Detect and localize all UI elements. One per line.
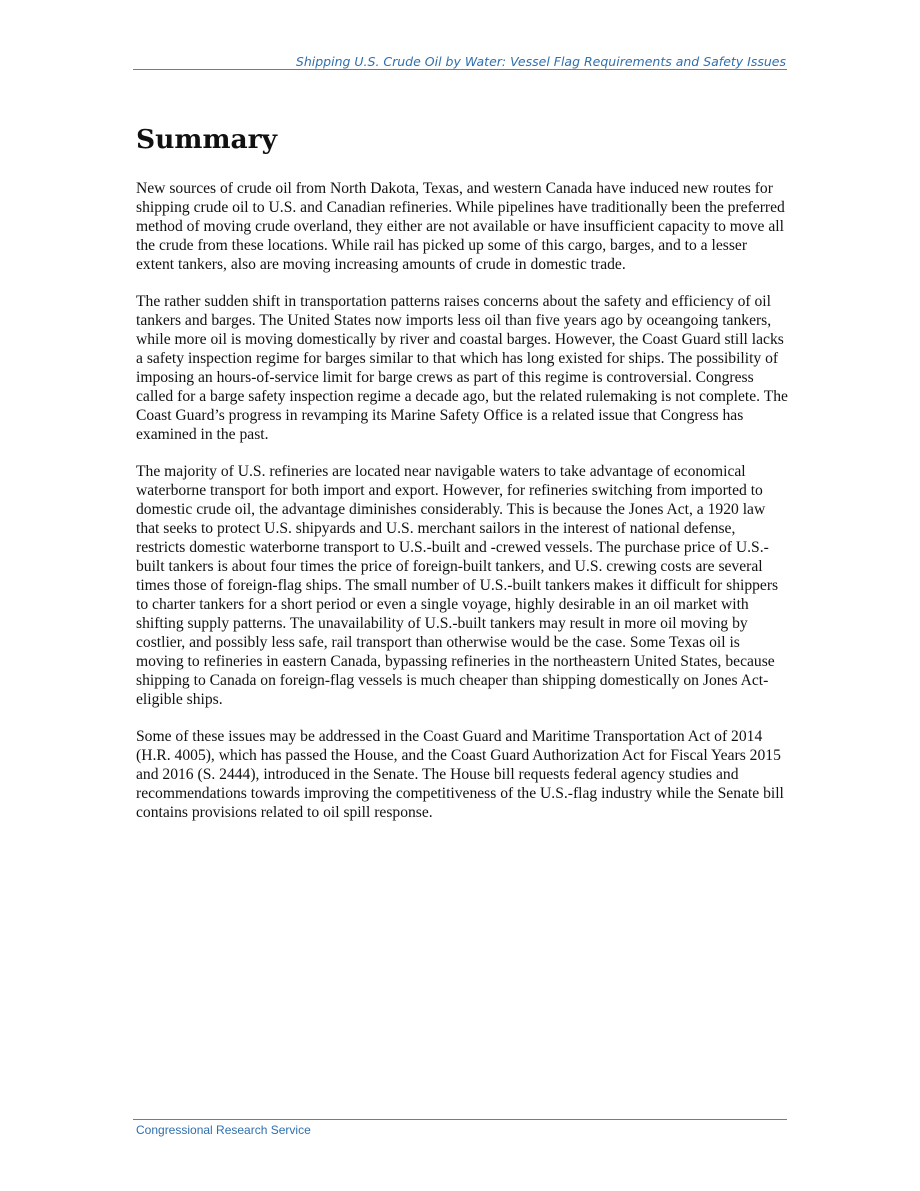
summary-section [136, 124, 788, 840]
paragraph-3: The majority of U.S. refineries are located near navigable waters to take advantage of economical waterborne transport for both import and export. However, for refineries switching from imported to domestic crude oil, the advantage diminishes considerably. This is because the Jones Act, a 1920 law that seeks to protect U.S. shipyards and U.S. merchant sailors in the interest of national defense, restricts domestic waterborne transport to U.S.-built and -crewed vessels. The purchase price of U.S.-built tankers is about four times the price of foreign-built tankers, and U.S. crewing costs are several times those of foreign-flag ships. The small number of U.S.-built tankers makes it difficult for shippers to charter tankers for a short period or even a single voyage, highly desirable in an oil market with shifting supply patterns. The unavailability of U.S.-built tankers may result in more oil moving by costlier, and possibly less safe, rail transport than otherwise would be the case. Some Texas oil is moving to refineries in eastern Canada, bypassing refineries in the northeastern United States, because shipping to Canada on foreign-flag vessels is much cheaper than shipping domestically on Jones Act-eligible ships. [136, 462, 779, 708]
paragraph-4: Some of these issues may be addressed in the Coast Guard and Maritime Transportation Act of 2014 (H.R. 4005), which has passed the House, and the Coast Guard Authorization Act for Fiscal Years 2015 and 2016 (S. 2444), introduced in the Senate. The House bill requests federal agency studies and recommendations towards improving the competitiveness of the U.S.-flag industry while the Senate bill contains provisions related to oil spill response. [136, 727, 784, 821]
footer-divider [133, 1119, 787, 1120]
footer-source: Congressional Research Service [136, 1123, 311, 1137]
header-divider [133, 69, 787, 70]
paragraph-2: The rather sudden shift in transportation patterns raises concerns about the safety and efficiency of oil tankers and barges. The United States now imports less oil than five years ago by oceangoing tankers, while more oil is moving domestically by river and coastal barges. However, the Coast Guard still lacks a safety inspection regime for barges similar to that which has long existed for ships. The possibility of imposing an hours-of-service limit for barge crews as part of this regime is controversial. Congress called for a barge safety inspection regime a decade ago, but the related rulemaking is not complete. The Coast Guard’s progress in revamping its Marine Safety Office is a related issue that Congress has examined in the past. [136, 292, 788, 443]
page-title: Summary [136, 124, 278, 155]
paragraph-1: New sources of crude oil from North Dakota, Texas, and western Canada have induced new routes for shipping crude oil to U.S. and Canadian refineries. While pipelines have traditionally been the preferred method of moving crude overland, they either are not available or have insufficient capacity to move all the crude from these locations. While rail has picked up some of this cargo, barges, and to a lesser extent tankers, also are moving increasing amounts of crude in domestic trade. [136, 179, 785, 273]
running-header-title: Shipping U.S. Crude Oil by Water: Vessel Flag Requirements and Safety Issues [295, 54, 786, 69]
